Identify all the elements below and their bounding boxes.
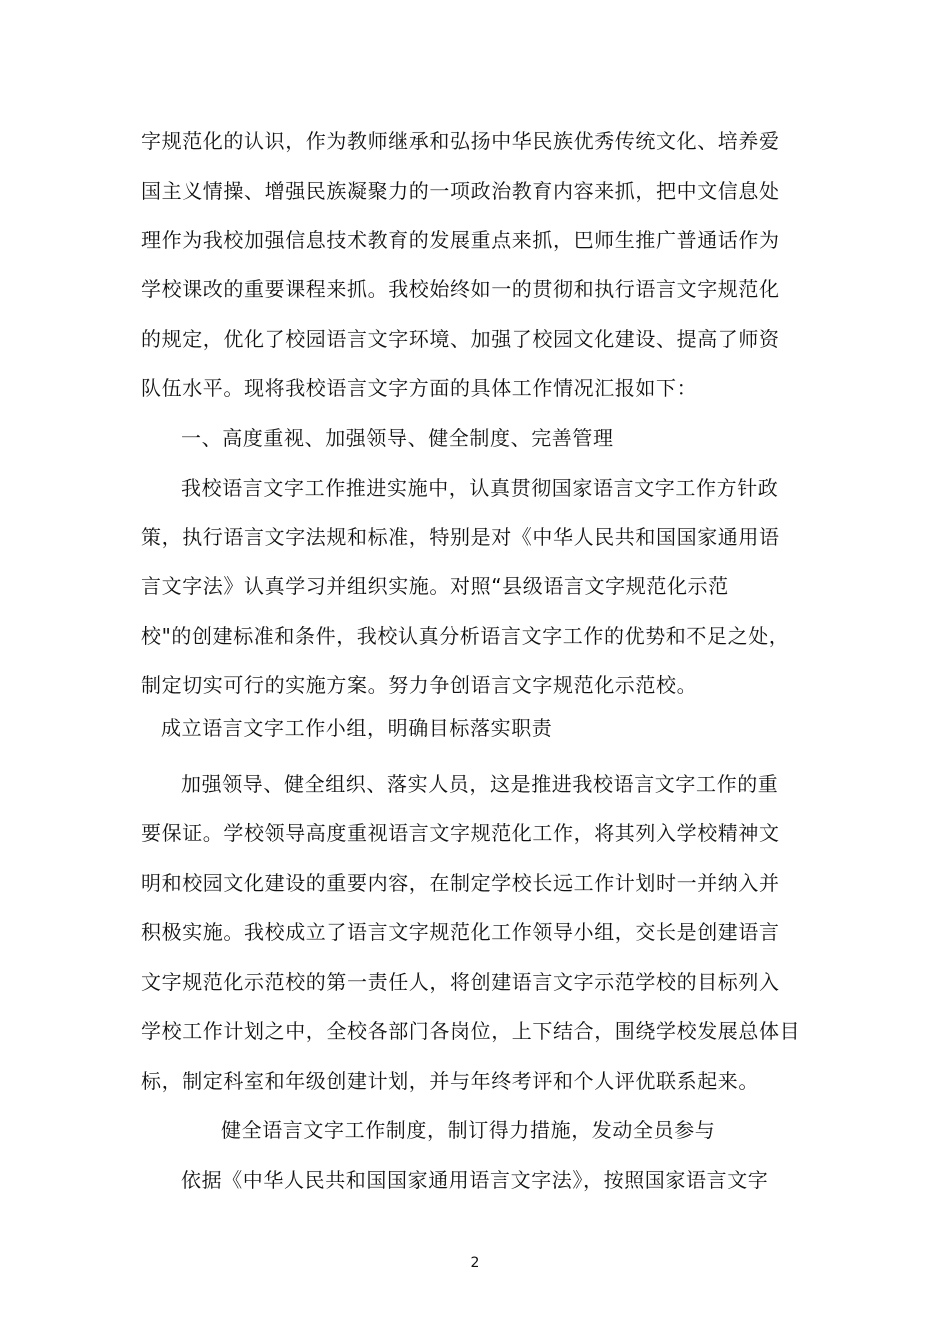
body-line: 加强领导、健全组织、落实人员，这是推进我校语言文字工作的重 <box>181 772 779 796</box>
body-line: 国主义情操、增强民族凝聚力的一项政治教育内容来抓，把中文信息处 <box>141 179 780 203</box>
body-line: 学校课改的重要课程来抓。我校始终如一的贯彻和执行语言文字规范化 <box>141 277 780 301</box>
body-line: 学校工作计划之中，全校各部门各岗位，上下结合，围绕学校发展总体目 <box>141 1019 801 1043</box>
body-line: 理作为我校加强信息技术教育的发展重点来抓，巴师生推广普通话作为 <box>141 228 780 252</box>
body-line: 要保证。学校领导高度重视语言文字规范化工作，将其列入学校精神文 <box>141 821 780 845</box>
body-line: 我校语言文字工作推进实施中，认真贯彻国家语言文字工作方针政 <box>181 476 779 500</box>
body-line: 积极实施。我校成立了语言文字规范化工作领导小组，交长是创建语言 <box>141 920 780 944</box>
body-line: 校"的创建标准和条件，我校认真分析语言文字工作的优势和不足之处， <box>141 624 790 648</box>
body-line: 策，执行语言文字法规和标准，特别是对《中华人民共和国国家通用语 <box>141 525 780 549</box>
body-line: 队伍水平。现将我校语言文字方面的具体工作情况汇报如下： <box>141 376 698 400</box>
body-line: 标，制定科室和年级创建计划，并与年终考评和个人评优联系起来。 <box>141 1069 759 1093</box>
body-line: 字规范化的认识，作为教师继承和弘扬中华民族优秀传统文化、培养爱 <box>141 129 780 153</box>
body-line: 言文字法》认真学习并组织实施。对照“县级语言文字规范化示范 <box>141 574 729 598</box>
body-line: 制定切实可行的实施方案。努力争创语言文字规范化示范校。 <box>141 673 698 697</box>
body-line: 文字规范化示范校的第一责任人，将创建语言文字示范学校的目标列入 <box>141 970 780 994</box>
section-heading: 一、高度重视、加强领导、健全制度、完善管理 <box>181 426 614 450</box>
page-number: 2 <box>470 1255 480 1271</box>
body-line: 依据《中华人民共和国国家通用语言文字法》，按照国家语言文字 <box>181 1168 769 1192</box>
subsection-heading: 健全语言文字工作制度，制订得力措施，发动全员参与 <box>221 1118 716 1142</box>
body-line: 明和校园文化建设的重要内容，在制定学校长远工作计划时一并纳入并 <box>141 871 780 895</box>
subsection-heading: 成立语言文字工作小组，明确目标落实职责 <box>161 716 553 740</box>
body-line: 的规定，优化了校园语言文字环境、加强了校园文化建设、提高了师资 <box>141 327 780 351</box>
